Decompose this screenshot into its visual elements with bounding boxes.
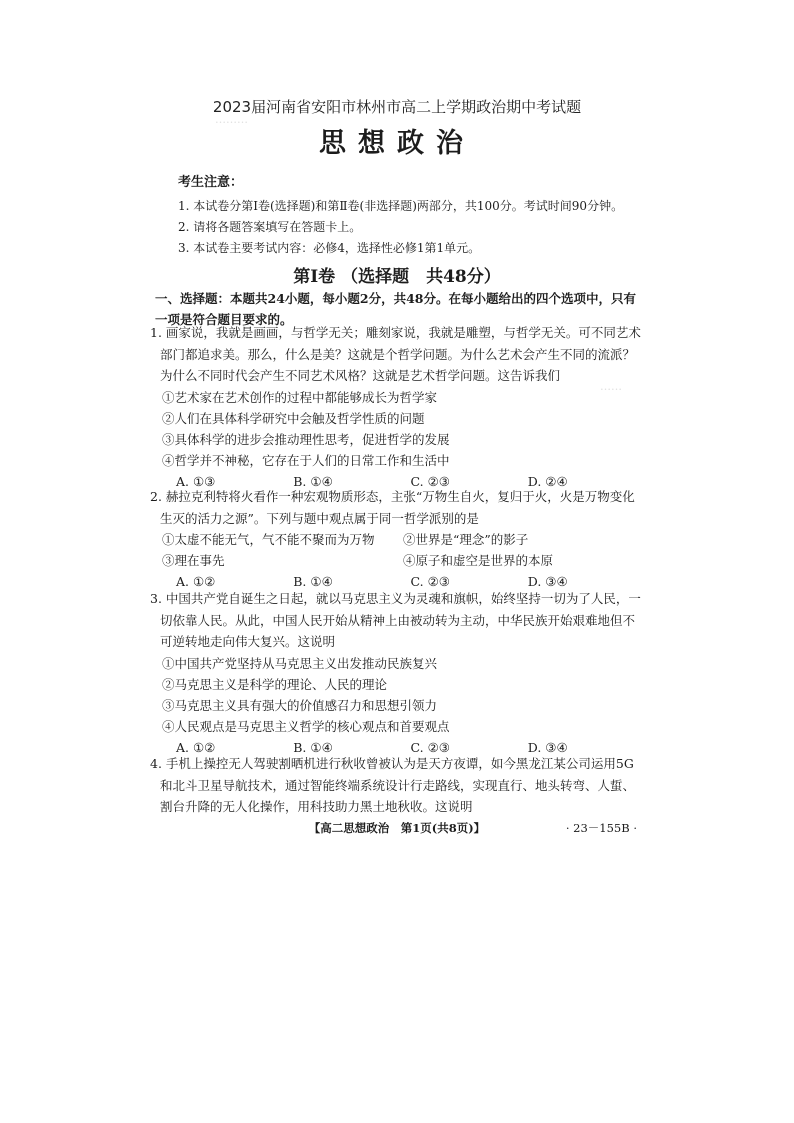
notice-line: 3. 本试卷主要考试内容：必修4，选择性必修1第1单元。 xyxy=(178,241,481,255)
choice-d: D. ③④ xyxy=(527,574,568,589)
choice-c: C. ②③ xyxy=(410,739,450,755)
statement-item: ①太虚不能无气，气不能不聚而为万物 xyxy=(162,532,375,547)
statement-item: ①中国共产党坚持从马克思主义出发推动民族复兴 xyxy=(162,655,438,671)
choice-c: C. ②③ xyxy=(410,473,450,489)
statement-row xyxy=(150,550,645,571)
section-title: 第Ⅰ卷 （选择题 共48分） xyxy=(293,267,501,287)
statement-item: ③理在事先 xyxy=(162,553,225,568)
notice-line: 1. 本试卷分第Ⅰ卷(选择题)和第Ⅱ卷(非选择题)两部分，共100分。考试时间90分钟。 xyxy=(178,199,624,213)
choice-d: D. ③④ xyxy=(527,739,568,755)
choice-a: A. ①③ xyxy=(176,473,216,489)
statement-row xyxy=(150,529,645,550)
statement-item: ④人民观点是马克思主义哲学的核心观点和首要观点 xyxy=(162,718,450,734)
statement-item: ②世界是“理念”的影子 xyxy=(403,532,529,547)
choice-a: A. ①② xyxy=(176,574,216,589)
choice-b: B. ①④ xyxy=(293,739,333,755)
statement-item: ②人们在具体科学研究中会触及哲学性质的问题 xyxy=(162,410,425,426)
question-4 xyxy=(150,753,645,818)
statement-item: ③马克思主义具有强大的价值感召力和思想引领力 xyxy=(162,697,438,713)
statement-item: ④哲学并不神秘，它存在于人们的日常工作和生活中 xyxy=(162,452,450,468)
question-stem: 3. 中国共产党自诞生之日起，就以马克思主义为灵魂和旗帜，始终坚持一切为了人民，一切依靠人民。从此，中国人民开始从精神上由被动转为主动，中华民族开始艰难地但不可逆转地走向伟大复兴。这说明 xyxy=(150,591,641,649)
footer-page-label: 【高二思想政治 第1页(共8页)】 xyxy=(308,821,486,835)
document-title: 2023届河南省安阳市林州市高二上学期政治期中考试题 xyxy=(212,98,582,116)
question-stem: 4. 手机上操控无人驾驶割晒机进行秋收曾被认为是天方夜谭，如今黑龙江某公司运用5G和北斗卫星导航技术，通过智能终端系统设计行走路线，实现直行、地头转弯、人蜇、割台升降的无人化操作，用科技助力黑土地秋收。这说明 xyxy=(150,756,636,814)
statement-item: ②马克思主义是科学的理论、人民的理论 xyxy=(162,676,388,692)
question-stem: 2. 赫拉克利特将火看作一种宏观物质形态，主张“万物生自火，复归于火，火是万物变化生灭的活力之源”。下列与题中观点属于同一哲学派别的是 xyxy=(150,489,635,526)
choice-a: A. ①② xyxy=(176,739,216,755)
question-stem: 1. 画家说，我就是画画，与哲学无关；雕刻家说，我就是雕塑，与哲学无关。可不同艺术部门都追求美。那么，什么是美？这就是个哲学问题。为什么艺术会产生不同的流派？为什么不同时代会产生不同艺术风格？这就是艺术哲学问题。这告诉我们 xyxy=(150,325,641,383)
choice-d: D. ②④ xyxy=(527,473,568,489)
choice-b: B. ①④ xyxy=(293,473,333,489)
exam-notice xyxy=(178,171,638,259)
bleed-through-text: ……… xyxy=(215,113,248,126)
subject-title: 思想政治 xyxy=(319,128,475,159)
statement-item: ④原子和虚空是世界的本原 xyxy=(403,553,554,568)
notice-line: 2. 请将各题答案填写在答题卡上。 xyxy=(178,220,362,234)
section-instructions: 一、选择题：本题共24小题，每小题2分，共48分。在每小题给出的四个选项中，只有一项是符合题目要求的。 xyxy=(155,291,636,327)
choice-c: C. ②③ xyxy=(410,574,450,589)
statement-item: ③具体科学的进步会推动理性思考，促进哲学的发展 xyxy=(162,431,450,447)
notice-heading: 考生注意： xyxy=(178,175,244,190)
footer-paper-code: · 23－155B · xyxy=(565,821,637,835)
statement-item: ①艺术家在艺术创作的过程中都能够成长为哲学家 xyxy=(162,389,438,405)
question-1 xyxy=(150,322,645,493)
choice-b: B. ①④ xyxy=(293,574,333,589)
question-3 xyxy=(150,588,645,759)
question-2 xyxy=(150,486,645,593)
bleed-through-text: …… xyxy=(600,380,622,393)
